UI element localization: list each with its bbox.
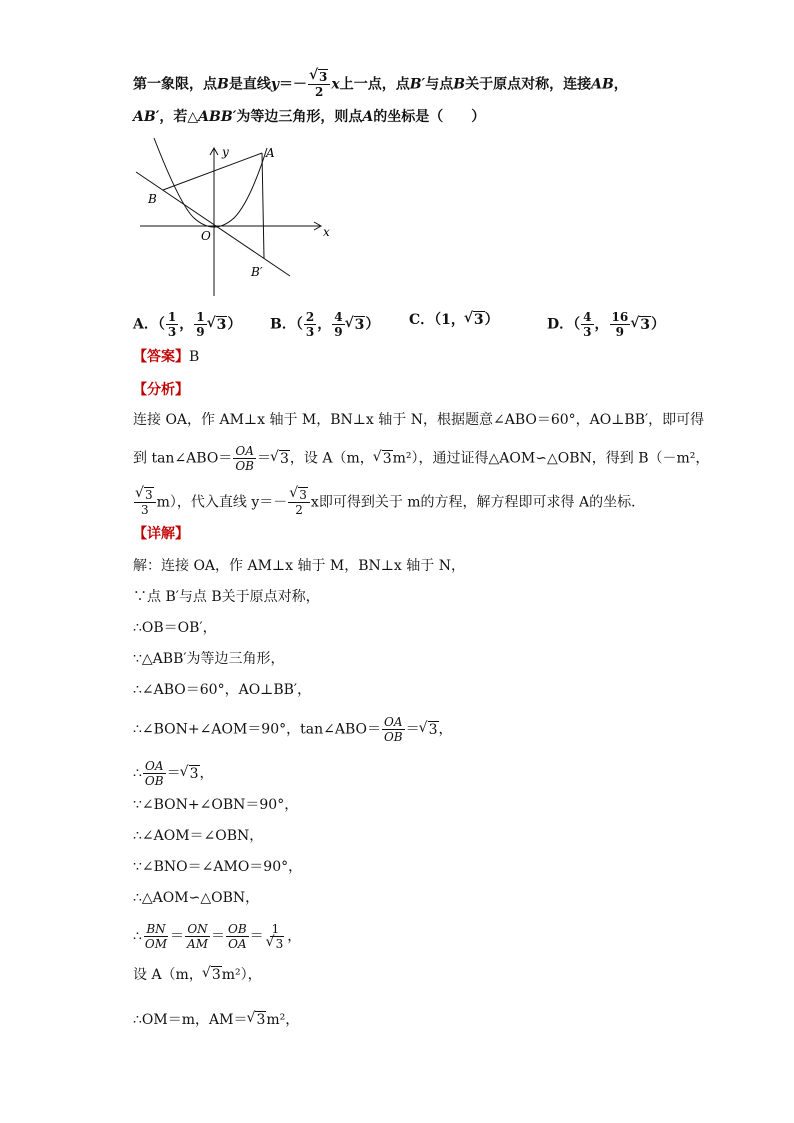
q-text: 与点 [425, 76, 454, 93]
sqrt-radicand: 3 [354, 316, 365, 333]
sqrt [420, 720, 439, 740]
fraction [185, 922, 210, 951]
frac-num: 4 [334, 310, 343, 324]
frac-num: 1 [271, 922, 280, 936]
label-y: y [222, 145, 229, 159]
q-text: 是直线 [228, 76, 271, 93]
q-text: ，若△ [159, 109, 199, 125]
sqrt [346, 315, 366, 335]
opt-text: ） [650, 316, 665, 333]
frac-den: 3 [141, 503, 149, 517]
frac-num: OA [144, 759, 164, 773]
opt-text: D．（ [547, 316, 581, 333]
sqrt-radicand: 3 [256, 1012, 266, 1028]
frac-num: 16 [611, 310, 629, 324]
frac-den: 2 [314, 85, 324, 99]
detail-text: m²， [266, 1012, 300, 1028]
label-x: x [323, 225, 330, 239]
sqrt [203, 965, 222, 985]
q-var: B [217, 76, 229, 93]
analysis-line-3 [133, 488, 645, 517]
sqrt-radicand: 3 [473, 312, 484, 328]
detail-text: ＝ [211, 928, 225, 945]
sqrt-radicand: 3 [216, 316, 227, 333]
fraction [265, 922, 287, 951]
q-var: B [453, 76, 466, 93]
sqrt-radicand: 3 [318, 70, 328, 84]
frac-num: 4 [583, 310, 592, 324]
sqrt-radicand: 3 [279, 450, 289, 467]
frac-num: ON [187, 922, 208, 936]
q-var: x [331, 76, 340, 93]
frac-den: OA [228, 937, 247, 951]
detail-text: ∴OB＝OB′， [133, 620, 217, 636]
sqrt [181, 764, 200, 784]
answer-value: B [189, 349, 200, 365]
analysis-text: m），代入直线 y＝－ [156, 494, 288, 511]
frac-den: 3 [305, 325, 315, 339]
detail-text: 解：连接 OA，作 AM⊥x 轴于 M，BN⊥x 轴于 N， [133, 558, 465, 574]
detail-step-13 [133, 965, 262, 985]
frac-num: BN [146, 922, 166, 936]
sqrt [247, 1010, 266, 1030]
line-bbprime [136, 172, 290, 276]
detail-step-5 [133, 680, 311, 700]
sqrt [271, 449, 290, 469]
sqrt-radicand: 3 [428, 721, 438, 738]
sqrt [374, 449, 393, 469]
fraction [308, 70, 330, 99]
detail-step-9 [133, 826, 263, 846]
option-a: A．（ $\frac{1}{3}$ ， $\frac{1}{9}$ √ 3） [133, 310, 241, 339]
frac-num: OB [228, 922, 247, 936]
parabola [154, 138, 267, 227]
detail-text: ， [287, 928, 302, 945]
detail-text: ∴∠ABO＝60°，AO⊥BB′， [133, 682, 312, 698]
frac-num: 1 [196, 310, 205, 324]
sqrt-radicand: 3 [640, 316, 650, 333]
opt-text: C．（1， [409, 312, 465, 328]
detail-step-4 [133, 649, 285, 669]
sqrt [208, 315, 228, 335]
q-var: AB [591, 76, 614, 93]
detail-text: ∵点 B′与点 B关于原点对称， [133, 589, 320, 605]
detail-text: 设 A（m， [133, 967, 203, 983]
sqrt [631, 315, 651, 335]
fraction [581, 310, 593, 339]
frac-num: 2 [305, 310, 315, 324]
frac-den: OM [144, 937, 168, 951]
fraction [226, 922, 249, 951]
analysis-text: 到 tan∠ABO＝ [133, 450, 233, 467]
sqrt-radicand: 3 [211, 967, 221, 983]
detail-step-11 [133, 888, 259, 908]
question-line-2 [133, 107, 485, 127]
detail-step-10 [133, 857, 302, 877]
q-var: y [270, 76, 279, 93]
label-b-prime: B′ [251, 265, 263, 279]
analysis-text: x即可得到关于 m的方程，解方程即可求得 A的坐标． [310, 494, 646, 511]
question-line-1 [133, 70, 628, 99]
detail-text: ＝ [166, 765, 181, 782]
detail-text: m²）， [221, 967, 262, 983]
label-a: A [266, 146, 275, 160]
label-b: B [148, 192, 157, 206]
detail-text: ＝ [249, 928, 264, 945]
analysis-tag: 【分析】 [133, 382, 189, 398]
detail-step-2 [133, 587, 320, 607]
answer-tag: 【答案】 [133, 349, 189, 365]
detail-text: ∴∠AOM＝∠OBN， [133, 828, 264, 844]
analysis-tag-line [133, 380, 189, 400]
detail-text: ， [438, 721, 453, 738]
detail-text: ∴△AOM∽△OBN， [133, 890, 260, 906]
fraction [166, 310, 178, 339]
geometry-figure [130, 130, 340, 300]
detail-text: ∵∠BON+∠OBN＝90°， [133, 797, 299, 813]
fraction [143, 759, 166, 788]
detail-text: ∴ [133, 765, 142, 782]
fraction [143, 922, 169, 951]
opt-text: ） [227, 316, 242, 333]
frac-den: 3 [583, 325, 592, 339]
q-var: AB′ [133, 109, 160, 125]
detail-text: ， [199, 765, 214, 782]
opt-text: B．（ [270, 316, 303, 333]
detail-tag-line [133, 524, 189, 544]
fraction [194, 310, 206, 339]
analysis-text: ，设 A（m， [289, 450, 374, 467]
opt-text: ） [484, 312, 499, 328]
q-text: ＝－ [278, 76, 307, 93]
fraction [304, 310, 316, 339]
fraction [288, 488, 310, 517]
q-text: 上一点，点 [339, 76, 410, 93]
q-text: ， [613, 76, 628, 93]
label-o: O [201, 229, 211, 243]
frac-den: OB [235, 459, 254, 473]
frac-den: AM [187, 937, 208, 951]
q-text: 第一象限，点 [133, 76, 217, 93]
frac-den: 9 [334, 325, 343, 339]
sqrt-radicand: 3 [299, 488, 307, 502]
q-var: ABB′ [198, 109, 237, 125]
sqrt-radicand: 3 [382, 450, 392, 467]
analysis-line-1 [133, 410, 704, 430]
frac-den: 9 [196, 325, 205, 339]
q-var: A [362, 109, 374, 125]
detail-step-14 [133, 1010, 299, 1030]
detail-text: ∵∠BNO＝∠AMO＝90°， [133, 859, 303, 875]
frac-num: 1 [167, 310, 177, 324]
segment-ab [163, 153, 262, 190]
answer-line [133, 347, 199, 367]
frac-den: OB [383, 730, 403, 744]
frac-den: OB [144, 774, 164, 788]
detail-step-6 [133, 715, 453, 744]
detail-tag: 【详解】 [133, 526, 189, 542]
detail-step-3 [133, 618, 217, 638]
detail-step-7 [133, 759, 214, 788]
frac-den: 2 [295, 503, 303, 517]
detail-step-12 [133, 922, 301, 951]
option-c [409, 310, 499, 330]
segment-abprime [262, 153, 264, 258]
sqrt-radicand: 3 [275, 937, 284, 951]
detail-text: ∴ [133, 928, 142, 945]
detail-text: ∵△ABB′为等边三角形， [133, 651, 285, 667]
q-text: 为等边三角形，则点 [236, 109, 363, 125]
fraction [233, 444, 256, 473]
option-d: D．（ $\frac{4}{3}$ ， $\frac{16}{9}$ √ 3） [547, 310, 665, 339]
q-text: 关于原点对称，连接 [465, 76, 592, 93]
detail-text: ＝ [405, 721, 420, 738]
detail-step-8 [133, 795, 298, 815]
sqrt-radicand: 3 [145, 488, 153, 502]
frac-num: OA [235, 444, 254, 458]
q-var: B′ [409, 76, 426, 93]
sqrt [465, 310, 485, 330]
analysis-text: ＝ [256, 450, 271, 467]
fraction [332, 310, 344, 339]
frac-den: 9 [615, 325, 625, 339]
frac-num: OA [384, 715, 403, 729]
detail-text: ＝ [170, 928, 185, 945]
sqrt-radicand: 3 [189, 765, 199, 782]
option-b: B．（ $\frac{2}{3}$ ， $\frac{4}{9}$ √ 3） [270, 310, 379, 339]
opt-text: A．（ [133, 316, 165, 333]
detail-step-1 [133, 556, 465, 576]
analysis-line-2 [133, 444, 709, 473]
analysis-text: 连接 OA，作 AM⊥x 轴于 M，BN⊥x 轴于 N，根据题意∠ABO＝60°，AO⊥BB′，即可得 [133, 412, 705, 428]
fraction [610, 310, 631, 339]
q-text: 的坐标是（ ） [373, 109, 486, 125]
detail-text: ∴∠BON+∠AOM＝90°，tan∠ABO＝ [133, 721, 381, 738]
opt-text: ） [365, 316, 380, 333]
detail-text: ∴OM＝m，AM＝ [133, 1012, 248, 1028]
fraction [382, 715, 405, 744]
fraction [134, 488, 156, 517]
analysis-text: m²），通过证得△AOM∽△OBN，得到 B（－m²， [392, 450, 710, 467]
frac-den: 3 [167, 325, 177, 339]
